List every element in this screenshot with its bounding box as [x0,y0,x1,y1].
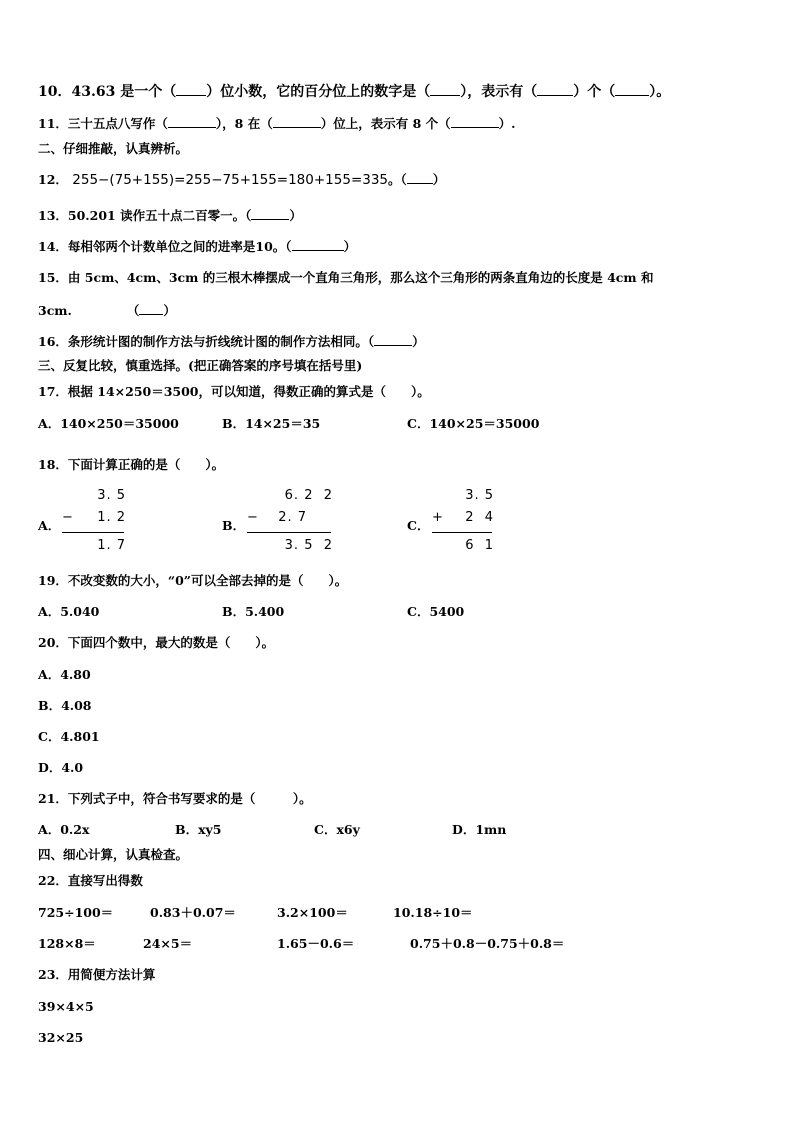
answer-blank[interactable] [251,207,289,220]
calc-item: 39×4×5 [38,999,94,1014]
calc-item: 0.83＋0.07＝ [150,905,236,920]
option-c[interactable]: C．x6y [314,822,360,837]
calc-top: 3. 5 [465,488,494,503]
answer-blank[interactable] [139,302,163,315]
answer-blank[interactable] [430,83,460,96]
option-b[interactable]: B．14×25＝35 [222,416,321,431]
question-13: 13．50.201 读作五十点二百零一。（ ） [38,208,302,223]
option-d[interactable]: D．4.0 [38,760,84,775]
calc-top: 3. 5 [97,488,126,503]
calc-item: 1.65－0.6＝ [277,936,355,951]
question-21: 21．下列式子中，符合书写要求的是（ ）。 [38,791,312,806]
calc-top: 6. 2 2 [284,488,333,503]
question-15-line2: 3cm. （ ） [38,303,176,318]
answer-blank[interactable] [615,83,649,96]
answer-blank[interactable] [374,333,412,346]
option-c[interactable]: C．4.801 [38,729,100,744]
answer-blank[interactable] [407,171,433,184]
option-c[interactable]: C．5400 [407,604,465,619]
option-b-label[interactable]: B． [222,518,246,533]
answer-blank[interactable] [451,115,499,128]
question-18: 18．下面计算正确的是（ ）。 [38,457,225,472]
calc-middle: 2 4 [465,510,494,525]
section-2-heading: 二、仔细推敲，认真辨析。 [38,141,189,156]
question-14: 14．每相邻两个计数单位之间的进率是10。（ ） [38,239,357,254]
calc-line [247,532,331,533]
answer-blank[interactable] [168,115,216,128]
expression: 255−(75+155)=255−75+155=180+155=335 [72,172,389,188]
section-4-heading: 四、细心计算，认真检查。 [38,847,189,862]
answer-blank[interactable] [537,83,573,96]
calc-item: 10.18÷10＝ [393,905,473,920]
calc-result: 6 1 [465,538,494,553]
vertical-calc-a [60,486,126,558]
question-22: 22．直接写出得数 [38,873,143,888]
calc-item: 24×5＝ [143,936,193,951]
question-20: 20．下面四个数中，最大的数是（ ）。 [38,635,275,650]
calc-item: 725÷100＝ [38,905,114,920]
vertical-calc-c [430,486,494,558]
calc-middle: 1. 2 [97,510,126,525]
question-10: 10．43.63 是一个（ ）位小数，它的百分位上的数字是（ ），表示有（ ）个（ ）。 [38,84,671,100]
option-a[interactable]: A．0.2x [38,822,90,837]
calc-item: 128×8＝ [38,936,96,951]
option-b[interactable]: B．xy5 [175,822,222,837]
calc-operator: + [432,510,443,525]
calc-item: 0.75＋0.8－0.75＋0.8＝ [410,936,565,951]
calc-middle: 2. 7 [278,510,307,525]
option-c-label[interactable]: C． [407,518,430,533]
option-a[interactable]: A．4.80 [38,667,91,682]
option-c[interactable]: C．140×25＝35000 [407,416,540,431]
calc-result: 3. 5 2 [284,538,333,553]
answer-blank[interactable] [292,238,344,251]
question-19: 19．不改变数的大小，“0”可以全部去掉的是（ ）。 [38,573,348,588]
question-16: 16．条形统计图的制作方法与折线统计图的制作方法相同。（ ） [38,334,425,349]
question-17: 17．根据 14×250＝3500，可以知道，得数正确的算式是（ ）。 [38,384,430,399]
option-a-label[interactable]: A． [38,518,61,533]
option-b[interactable]: B．5.400 [222,604,285,619]
option-d[interactable]: D．1mn [452,822,507,837]
option-a[interactable]: A．5.040 [38,604,100,619]
calc-item: 32×25 [38,1030,84,1045]
question-11: 11．三十五点八写作（ ），8 在（ ）位上，表示有 8 个（ ）. [38,116,516,131]
calc-line [432,532,492,533]
section-3-heading: 三、反复比较，慎重选择。(把正确答案的序号填在括号里) [38,358,363,373]
question-12: 12． 255−(75+155)=255−75+155=180+155=335。（ ） [38,172,446,188]
calc-operator: − [247,510,258,525]
calc-item: 3.2×100＝ [277,905,348,920]
question-15-line1: 15．由 5cm、4cm、3cm 的三根木棒摆成一个直角三角形，那么这个三角形的两条直角边的长度是 4cm 和 [38,270,654,285]
answer-blank[interactable] [176,83,206,96]
option-a[interactable]: A．140×250＝35000 [38,416,179,431]
calc-result: 1. 7 [97,538,126,553]
answer-blank[interactable] [273,115,321,128]
question-23: 23．用简便方法计算 [38,967,156,982]
option-b[interactable]: B．4.08 [38,698,92,713]
calc-line [62,532,124,533]
vertical-calc-b [245,486,333,558]
calc-operator: − [62,510,73,525]
